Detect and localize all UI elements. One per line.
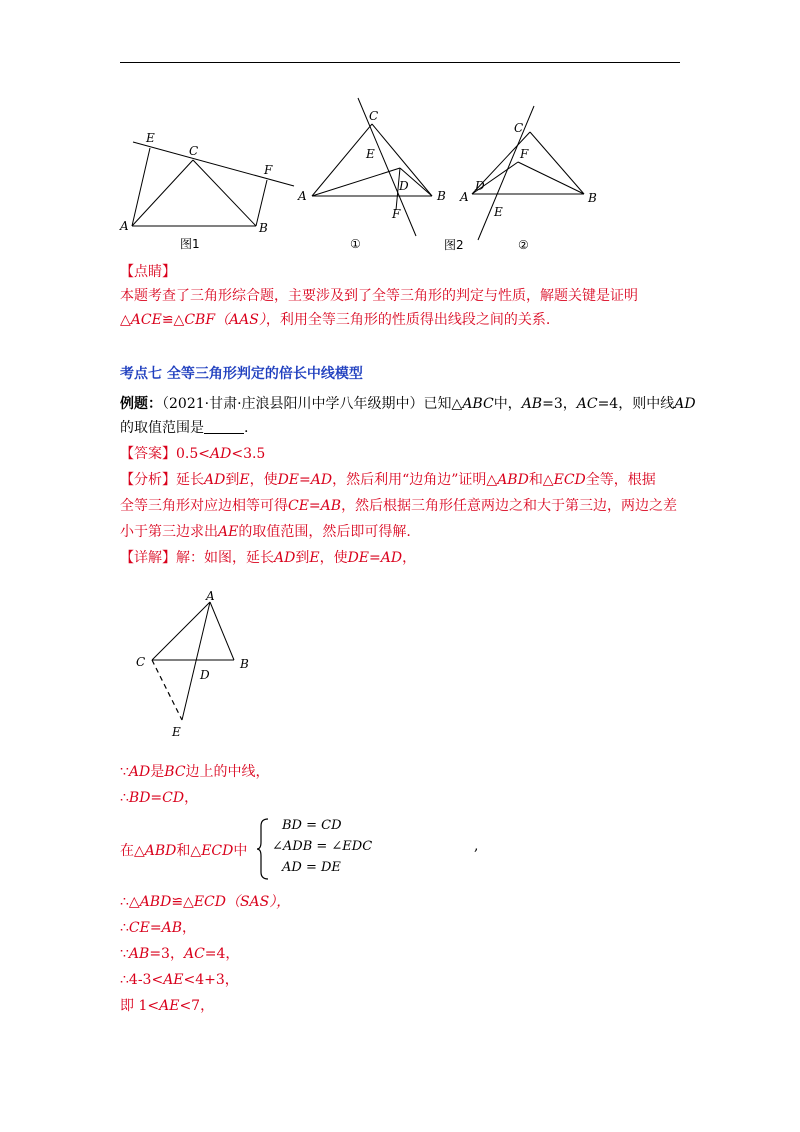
example-text-2: 中， (493, 396, 522, 412)
therefore-symbol: ∴ (120, 790, 129, 806)
example-eq-4: =4，则中线 (597, 396, 675, 412)
example-period: . (244, 420, 249, 436)
step-2 (120, 788, 198, 808)
figure-2-part-2 (440, 106, 610, 256)
step-6-text: =3， (149, 946, 184, 962)
analysis-tag: 【分析】 (120, 472, 176, 488)
figure-2-caption: 图2 (444, 238, 464, 252)
step-7-ae: AE (163, 972, 184, 988)
step-1-text: 边上的中线， (185, 764, 270, 780)
analysis-text: 全等三角形对应边相等可得 (120, 498, 288, 514)
label-C: C (514, 121, 524, 135)
label-C: C (369, 109, 379, 123)
step-4-sas: （SAS）， (225, 894, 291, 910)
comment-aas: （AAS） (215, 312, 266, 328)
step-8-text: 即 1< (120, 998, 160, 1014)
example-ab: AB (521, 396, 543, 412)
analysis-ad: AD (204, 472, 226, 488)
detail-text: ， (402, 550, 417, 566)
analysis-abd: ABD (497, 472, 529, 488)
system-eq-2: ∠ADB = ∠EDC (272, 839, 373, 854)
step-3-ecd: ECD (201, 843, 234, 859)
example-text-3: 的取值范围是 (120, 420, 204, 436)
label-F: F (392, 207, 401, 221)
analysis-ecd: ECD (553, 472, 586, 488)
detail-text: 到 (295, 550, 310, 566)
example-line-2 (120, 418, 248, 438)
comment-cbf: CBF (184, 312, 216, 328)
comment-tag: 【点睛】 (120, 264, 176, 280)
label-D: D (399, 179, 409, 193)
comment-line-1: 本题考查了三角形综合题，主要涉及到了全等三角形的判定与性质，解题关键是证明 (120, 288, 638, 304)
analysis-line-2 (120, 496, 677, 516)
answer-blank[interactable] (204, 419, 244, 434)
label-C: C (189, 144, 199, 158)
example-source: （2021·甘肃·庄浪县阳川中学八年级期中） (162, 396, 424, 412)
step-3-text: 和△ (176, 843, 202, 859)
figure-1-svg (118, 128, 300, 260)
label-E: E (172, 725, 181, 739)
analysis-text: 的取值范围，然后即可得解. (238, 524, 411, 540)
analysis-line-3 (120, 522, 411, 542)
label-F: F (520, 147, 529, 161)
comment-triangle: △ (120, 312, 131, 328)
analysis-text: ，使 (249, 472, 278, 488)
figure-1 (118, 128, 300, 260)
section-title: 考点七 全等三角形判定的倍长中线模型 (120, 366, 363, 382)
step-3-lead (120, 840, 247, 860)
analysis-text: ，然后根据三角形任意两边之和大于第三边，两边之差 (341, 498, 678, 514)
step-1-text: 是 (150, 764, 165, 780)
detail-de-ad: DE=AD (347, 550, 403, 566)
example-abc: ABC (462, 396, 494, 412)
analysis-ae: AE (218, 524, 239, 540)
therefore-symbol: ∴ (120, 920, 129, 936)
label-B: B (259, 221, 268, 235)
because-symbol: ∵ (120, 946, 129, 962)
step-8-ae: AE (159, 998, 180, 1014)
figure-2-part-1-caption: ① (350, 237, 361, 251)
step-4-cong: ≌△ (171, 894, 194, 910)
comment-ace: ACE (130, 312, 162, 328)
label-A: A (206, 589, 215, 603)
analysis-text: 和△ (528, 472, 554, 488)
analysis-text: 小于第三边求出 (120, 524, 218, 540)
label-D: D (475, 179, 485, 193)
figure-3 (130, 588, 270, 748)
analysis-e: E (239, 472, 250, 488)
because-symbol: ∵ (120, 764, 129, 780)
figure-2-part-1 (296, 96, 456, 260)
step-4-text: ∴△ (120, 894, 140, 910)
answer-ad: AD (210, 446, 232, 462)
label-B: B (240, 657, 249, 671)
figure-2-part-2-caption: ② (518, 238, 529, 252)
example-tag: 例题： (120, 396, 162, 412)
analysis-line-1 (120, 470, 656, 490)
analysis-text: 延长 (176, 472, 204, 488)
analysis-text: ，然后利用“边角边”证明△ (332, 472, 498, 488)
example-line-1 (120, 394, 696, 414)
step-3-text: 在△ (120, 843, 145, 859)
label-B: B (588, 191, 597, 205)
step-7-text: <4+3， (183, 972, 239, 988)
label-A: A (120, 219, 129, 233)
analysis-text: 到 (225, 472, 240, 488)
system-tail: , (474, 838, 479, 854)
example-ac: AC (576, 396, 598, 412)
analysis-de-ad: DE=AD (277, 472, 333, 488)
detail-ad: AD (274, 550, 296, 566)
detail-e: E (309, 550, 320, 566)
step-4 (120, 892, 290, 912)
analysis-ce-ab: CE=AB (288, 498, 342, 514)
step-8-text: <7， (179, 998, 215, 1014)
example-text-1: 已知△ (423, 396, 463, 412)
step-5 (120, 918, 196, 938)
left-brace (256, 818, 270, 880)
example-eq-3: =3， (542, 396, 577, 412)
system-eq-1: BD = CD (282, 818, 342, 833)
step-7-text: ∴4-3< (120, 972, 164, 988)
answer-tag: 【答案】 (120, 446, 176, 462)
step-5-comma: ， (181, 920, 196, 936)
comment-line-2 (120, 310, 550, 330)
example-ad: AD (674, 396, 696, 412)
comment-congruent: ≌△ (161, 312, 185, 328)
step-1-ad: AD (128, 764, 151, 780)
header-rule (120, 62, 680, 63)
detail-text: 解：如图，延长 (176, 550, 274, 566)
analysis-text: 全等，根据 (585, 472, 656, 488)
label-E: E (146, 131, 155, 145)
step-8 (120, 996, 214, 1016)
step-2-bd-cd: BD=CD (128, 790, 185, 806)
detail-line (120, 548, 416, 568)
detail-text: ，使 (319, 550, 348, 566)
step-6-ac: AC (183, 946, 205, 962)
step-5-ce-ab: CE=AB (128, 920, 182, 936)
step-6-ab: AB (128, 946, 150, 962)
figure-2-part-2-svg (440, 106, 610, 256)
detail-tag: 【详解】 (120, 550, 176, 566)
step-4-ecd: ECD (193, 894, 226, 910)
label-E: E (494, 205, 503, 219)
figure-3-svg (130, 588, 270, 748)
step-6-text: =4， (204, 946, 240, 962)
step-6 (120, 944, 239, 964)
step-3-text: 中 (233, 843, 248, 859)
label-A: A (298, 189, 307, 203)
label-A: A (460, 190, 469, 204)
system-eq-3: AD = DE (282, 860, 341, 875)
label-E: E (366, 147, 375, 161)
answer-v2: <3.5 (231, 446, 266, 462)
step-2-comma: ， (184, 790, 199, 806)
step-4-abd: ABD (139, 894, 172, 910)
label-F: F (264, 163, 273, 177)
answer-line (120, 444, 265, 464)
label-B: B (437, 189, 446, 203)
step-7 (120, 970, 239, 990)
step-1-bc: BC (164, 764, 186, 780)
figure-2-part-1-svg (296, 96, 456, 260)
step-3-abd: ABD (144, 843, 177, 859)
label-C: C (136, 655, 146, 669)
label-D: D (200, 668, 210, 682)
comment-suffix: ，利用全等三角形的性质得出线段之间的关系. (265, 312, 551, 328)
answer-v1: 0.5< (176, 446, 210, 462)
figure-1-caption: 图1 (180, 237, 200, 251)
step-1 (120, 762, 270, 782)
